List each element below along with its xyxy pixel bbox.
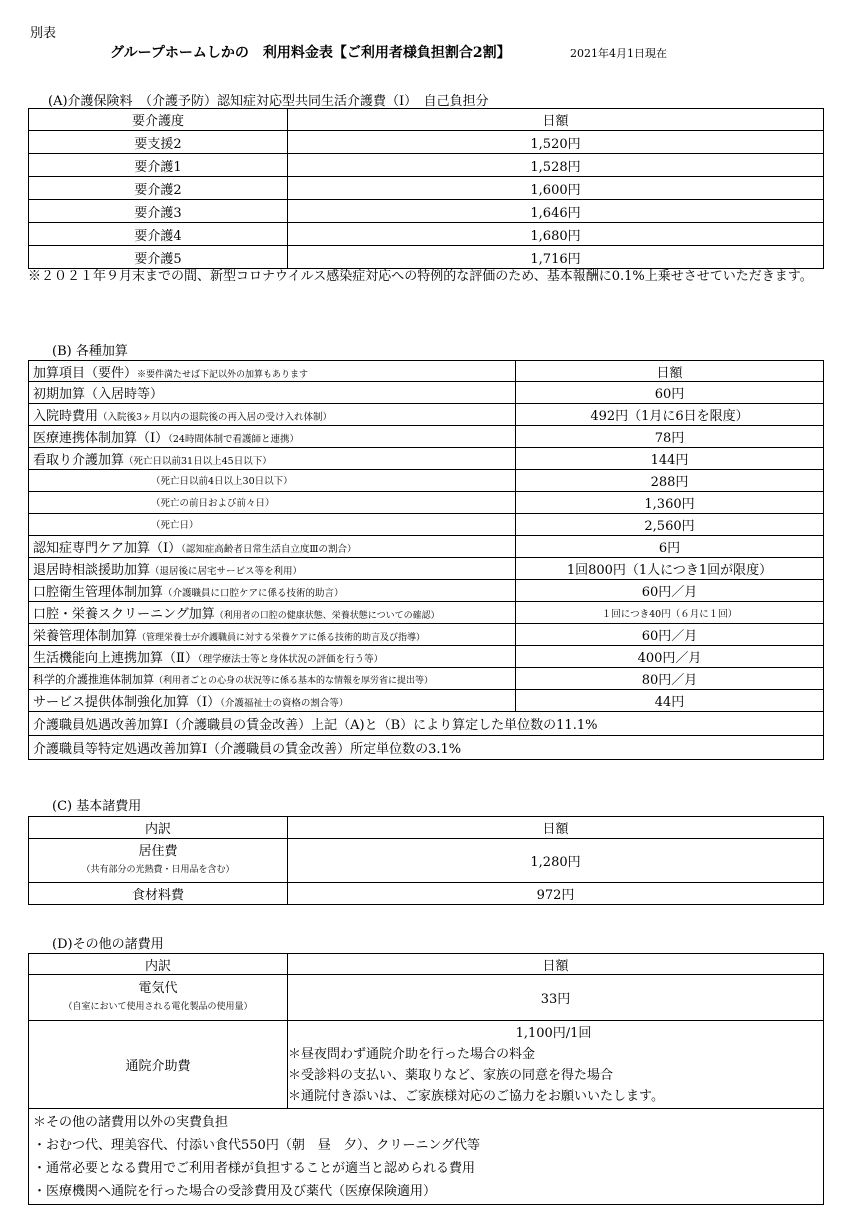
addon-amount: 492円（1月に6日を限度） bbox=[516, 404, 824, 426]
daily-amount: 1,716円 bbox=[288, 246, 824, 269]
addon-item bbox=[29, 668, 516, 690]
section-c-table bbox=[28, 816, 824, 905]
table-row bbox=[29, 1021, 824, 1109]
addon-amount: 1回800円（1人につき1回が限度） bbox=[516, 558, 824, 580]
addon-requirement: （介護職員に口腔ケアに係る技術的助言） bbox=[163, 588, 344, 599]
section-c-heading: (C) 基本諸費用 bbox=[52, 799, 142, 814]
addon-name: 栄養管理体制加算 bbox=[33, 629, 138, 644]
care-level: 要介護5 bbox=[29, 246, 288, 269]
table-row bbox=[29, 470, 824, 492]
treatment-improvement-row: 介護職員処遇改善加算Ⅰ（介護職員の賃金改善）上記（A)と（B）により算定した単位数の11.1% bbox=[29, 712, 824, 736]
addon-name: 口腔・栄養スクリーニング加算 bbox=[33, 607, 215, 622]
addon-name: 初期加算（入居時等） bbox=[33, 387, 164, 402]
addon-requirement: （24時間体制で看護師と連携） bbox=[168, 434, 299, 445]
addon-name: 退居時相談援助加算 bbox=[33, 563, 151, 578]
table-row bbox=[29, 514, 824, 536]
addon-amount: 44円 bbox=[516, 690, 824, 712]
addon-name: 入院時費用 bbox=[33, 409, 99, 424]
addon-name: 医療連携体制加算（Ⅰ） bbox=[33, 431, 169, 446]
table-row bbox=[29, 883, 824, 905]
escort-fee-note: ＊受診料の支払い、薬取りなど、家族の同意を得た場合 bbox=[288, 1067, 614, 1083]
addon-amount: 60円／月 bbox=[516, 624, 824, 646]
table-row bbox=[29, 382, 824, 404]
addon-requirement: （退居後に居宅サービス等を利用） bbox=[150, 566, 303, 577]
other-expenses-heading: ＊その他の諸費用以外の実費負担 bbox=[33, 1114, 229, 1130]
addon-amount: １回につき40円（６月に１回） bbox=[516, 602, 824, 624]
table-row bbox=[29, 602, 824, 624]
table-row bbox=[29, 975, 824, 1021]
table-row bbox=[29, 448, 824, 470]
table-row bbox=[29, 177, 824, 200]
table-row bbox=[29, 1109, 824, 1205]
electricity-note: （自室において使用される電化製品の使用量） bbox=[63, 1001, 253, 1012]
col-header-daily: 日額 bbox=[516, 361, 824, 382]
addon-name: 科学的介護推進体制加算 bbox=[33, 672, 154, 686]
betsuhyo-label: 別表 bbox=[30, 26, 57, 41]
addon-item bbox=[29, 690, 516, 712]
addon-item bbox=[29, 470, 516, 492]
addon-amount: 2,560円 bbox=[516, 514, 824, 536]
col-header-level: 要介護度 bbox=[29, 109, 288, 131]
addon-item bbox=[29, 602, 516, 624]
daily-amount: 1,646円 bbox=[288, 200, 824, 223]
daily-amount: 1,600円 bbox=[288, 177, 824, 200]
addon-item bbox=[29, 426, 516, 448]
col-header-item-main: 加算項目（要件） bbox=[33, 365, 138, 381]
addon-requirement: （死亡日以前31日以上45日以下） bbox=[124, 456, 272, 467]
addon-name: 認知症専門ケア加算（Ⅰ） bbox=[33, 541, 182, 556]
addon-amount: 1,360円 bbox=[516, 492, 824, 514]
col-header-daily: 日額 bbox=[288, 954, 824, 975]
addon-item bbox=[29, 646, 516, 668]
table-row bbox=[29, 404, 824, 426]
addon-requirement: （利用者の口腔の健康状態、栄養状態についての確認） bbox=[214, 611, 440, 621]
addon-requirement: （管理栄養士が介護職員に対する栄養ケアに係る技術的助言及び指導） bbox=[137, 633, 426, 643]
table-row bbox=[29, 558, 824, 580]
addon-requirement: （理学療法士等と身体状況の評価を行う等） bbox=[197, 654, 384, 665]
table-row bbox=[29, 624, 824, 646]
escort-fee-name: 通院介助費 bbox=[29, 1021, 288, 1109]
section-a-table bbox=[28, 108, 824, 269]
table-row bbox=[29, 712, 824, 736]
table-row bbox=[29, 580, 824, 602]
section-a-heading: (A)介護保険料 （介護予防）認知症対応型共同生活介護費（Ⅰ） 自己負担分 bbox=[48, 94, 489, 109]
page-title: グループホームしかの 利用料金表【ご利用者様負担割合2割】 bbox=[110, 45, 511, 61]
other-expenses-item: ・通常必要となる費用でご利用者様が負担することが適当と認められる費用 bbox=[33, 1160, 476, 1176]
table-row bbox=[29, 200, 824, 223]
addon-requirement: （死亡日以前4日以上30日以下） bbox=[151, 476, 293, 487]
col-header-item bbox=[29, 361, 516, 382]
cost-item-name: 食材料費 bbox=[29, 883, 288, 905]
date-label: 2021年4月1日現在 bbox=[570, 47, 667, 60]
care-level: 要介護1 bbox=[29, 154, 288, 177]
addon-item bbox=[29, 448, 516, 470]
escort-fee-details bbox=[288, 1021, 824, 1109]
section-b-table bbox=[28, 360, 824, 760]
care-level: 要支援2 bbox=[29, 131, 288, 154]
addon-item bbox=[29, 580, 516, 602]
table-row bbox=[29, 223, 824, 246]
addon-name: 口腔衛生管理体制加算 bbox=[33, 585, 164, 600]
other-expenses-item: ・おむつ代、理美容代、付添い食代550円（朝 昼 夕）、クリーニング代等 bbox=[33, 1137, 481, 1153]
cost-item bbox=[29, 839, 288, 883]
escort-fee-note: ＊昼夜問わず通院介助を行った場合の料金 bbox=[288, 1046, 536, 1062]
care-level: 要介護4 bbox=[29, 223, 288, 246]
care-level: 要介護3 bbox=[29, 200, 288, 223]
section-d-header-row bbox=[29, 954, 824, 975]
col-header-breakdown: 内訳 bbox=[29, 817, 288, 839]
addon-item bbox=[29, 514, 516, 536]
section-a-header-row bbox=[29, 109, 824, 131]
table-row bbox=[29, 492, 824, 514]
table-row bbox=[29, 690, 824, 712]
col-header-daily: 日額 bbox=[288, 109, 824, 131]
addon-item bbox=[29, 624, 516, 646]
daily-amount: 1,520円 bbox=[288, 131, 824, 154]
table-row bbox=[29, 246, 824, 269]
col-header-item-note: ※要件満たせば下記以外の加算もあります bbox=[137, 369, 309, 380]
addon-requirement: （介護福祉士の資格の割合等） bbox=[220, 698, 349, 709]
table-row bbox=[29, 426, 824, 448]
section-d-table bbox=[28, 953, 824, 1205]
addon-name: 看取り介護加算 bbox=[33, 453, 125, 468]
cost-item-name: 居住費 bbox=[138, 843, 178, 859]
table-row bbox=[29, 668, 824, 690]
table-row bbox=[29, 536, 824, 558]
addon-requirement: （死亡の前日および前々日） bbox=[151, 498, 275, 509]
addon-item bbox=[29, 536, 516, 558]
section-b-heading: (B) 各種加算 bbox=[52, 344, 128, 359]
table-row bbox=[29, 839, 824, 883]
addon-amount: 400円／月 bbox=[516, 646, 824, 668]
addon-item bbox=[29, 404, 516, 426]
col-header-breakdown: 内訳 bbox=[29, 954, 288, 975]
addon-requirement: （死亡日） bbox=[151, 520, 199, 531]
addon-name: 生活機能向上連携加算（Ⅱ） bbox=[33, 651, 198, 666]
addon-amount: 78円 bbox=[516, 426, 824, 448]
table-row bbox=[29, 154, 824, 177]
escort-fee-note: ＊通院付き添いは、ご家族様対応のご協力をお願いいたします。 bbox=[288, 1088, 664, 1104]
addon-amount: 288円 bbox=[516, 470, 824, 492]
care-level: 要介護2 bbox=[29, 177, 288, 200]
electricity-name: 電気代 bbox=[138, 980, 178, 996]
cost-amount: 972円 bbox=[288, 883, 824, 905]
cost-amount: 1,280円 bbox=[288, 839, 824, 883]
section-d-heading: (D)その他の諸費用 bbox=[52, 937, 164, 952]
addon-amount: 6円 bbox=[516, 536, 824, 558]
addon-requirement: （入院後3ヶ月以内の退院後の再入居の受け入れ体制） bbox=[98, 412, 333, 423]
addon-amount: 60円 bbox=[516, 382, 824, 404]
col-header-daily: 日額 bbox=[288, 817, 824, 839]
addon-amount: 144円 bbox=[516, 448, 824, 470]
addon-amount: 60円／月 bbox=[516, 580, 824, 602]
escort-fee-amount: 1,100円/1回 bbox=[515, 1025, 592, 1041]
other-expenses-item: ・医療機関へ通院を行った場合の受診費用及び薬代（医療保険適用） bbox=[33, 1183, 437, 1199]
addon-item bbox=[29, 558, 516, 580]
addon-requirement: （利用者ごとの心身の状況等に係る基本的な情報を厚労省に提出等） bbox=[154, 675, 434, 686]
table-row bbox=[29, 646, 824, 668]
table-row bbox=[29, 736, 824, 760]
section-a-note: ※２０２１年９月末までの間、新型コロナウイルス感染症対応への特例的な評価のため、基本報酬に0.1%上乗せさせていただきます。 bbox=[28, 269, 813, 284]
addon-name: サービス提供体制強化加算（Ⅰ） bbox=[33, 695, 221, 710]
table-row bbox=[29, 131, 824, 154]
cost-item-note: （共有部分の光熱費・日用品を含む） bbox=[81, 864, 235, 875]
addon-item bbox=[29, 382, 516, 404]
addon-amount: 80円／月 bbox=[516, 668, 824, 690]
daily-amount: 1,528円 bbox=[288, 154, 824, 177]
addon-requirement: （認知症高齢者日常生活自立度Ⅲの割合） bbox=[181, 544, 357, 555]
electricity-amount: 33円 bbox=[288, 975, 824, 1021]
electricity-item bbox=[29, 975, 288, 1021]
other-expenses bbox=[29, 1109, 824, 1205]
section-b-header-row bbox=[29, 361, 824, 382]
daily-amount: 1,680円 bbox=[288, 223, 824, 246]
section-c-header-row bbox=[29, 817, 824, 839]
specific-treatment-improvement-row: 介護職員等特定処遇改善加算Ⅰ（介護職員の賃金改善）所定単位数の3.1% bbox=[29, 736, 824, 760]
addon-item bbox=[29, 492, 516, 514]
